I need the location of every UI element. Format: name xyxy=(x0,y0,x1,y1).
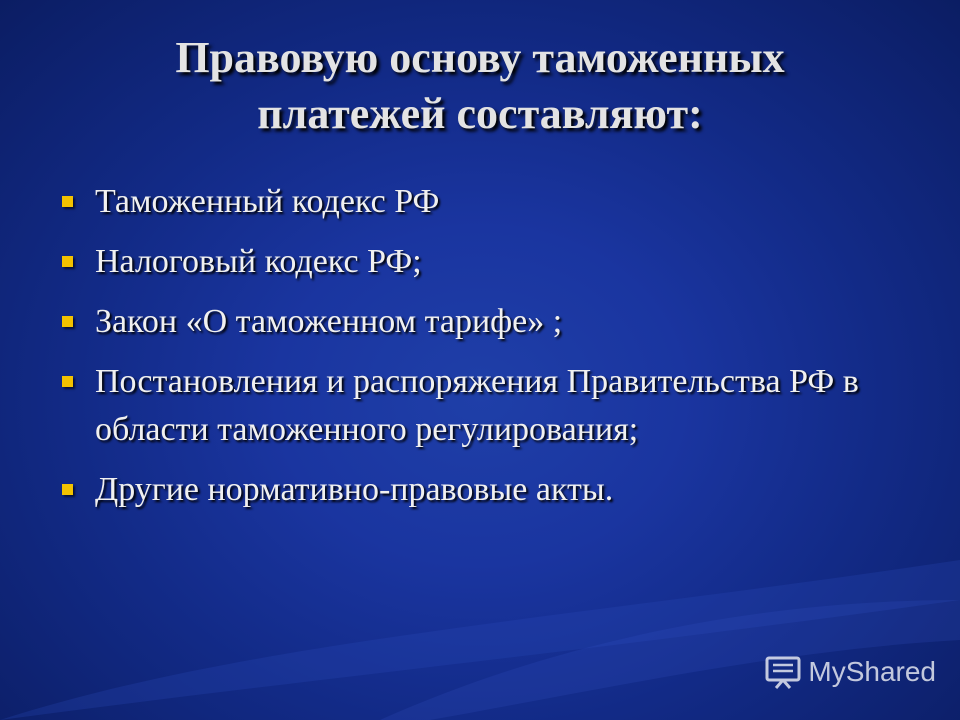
bullet-text: Таможенный кодекс РФ xyxy=(95,183,440,220)
bullet-item xyxy=(60,178,880,226)
slide-title-line-2: платежей составляют: xyxy=(257,89,703,138)
watermark-text: MyShared xyxy=(808,656,936,687)
myshared-watermark[interactable] xyxy=(764,650,936,694)
bullet-square-icon xyxy=(62,316,73,327)
slide-title xyxy=(60,30,900,142)
bullet-square-icon xyxy=(62,484,73,495)
bullet-list xyxy=(60,178,880,526)
presentation-board-icon xyxy=(764,653,802,691)
bullet-item xyxy=(60,238,880,286)
bullet-item xyxy=(60,466,880,514)
bullet-square-icon xyxy=(62,256,73,267)
bullet-text: Постановления и распоряжения Правительства РФ в области таможенного регулирования; xyxy=(95,363,859,448)
bullet-item xyxy=(60,298,880,346)
bullet-item xyxy=(60,358,880,454)
bullet-square-icon xyxy=(62,376,73,387)
slide-title-line-1: Правовую основу таможенных xyxy=(175,33,785,82)
bullet-square-icon xyxy=(62,196,73,207)
bullet-text: Налоговый кодекс РФ; xyxy=(95,243,422,280)
bullet-text: Другие нормативно-правовые акты. xyxy=(95,471,614,508)
bullet-text: Закон «О таможенном тарифе» ; xyxy=(95,303,563,340)
